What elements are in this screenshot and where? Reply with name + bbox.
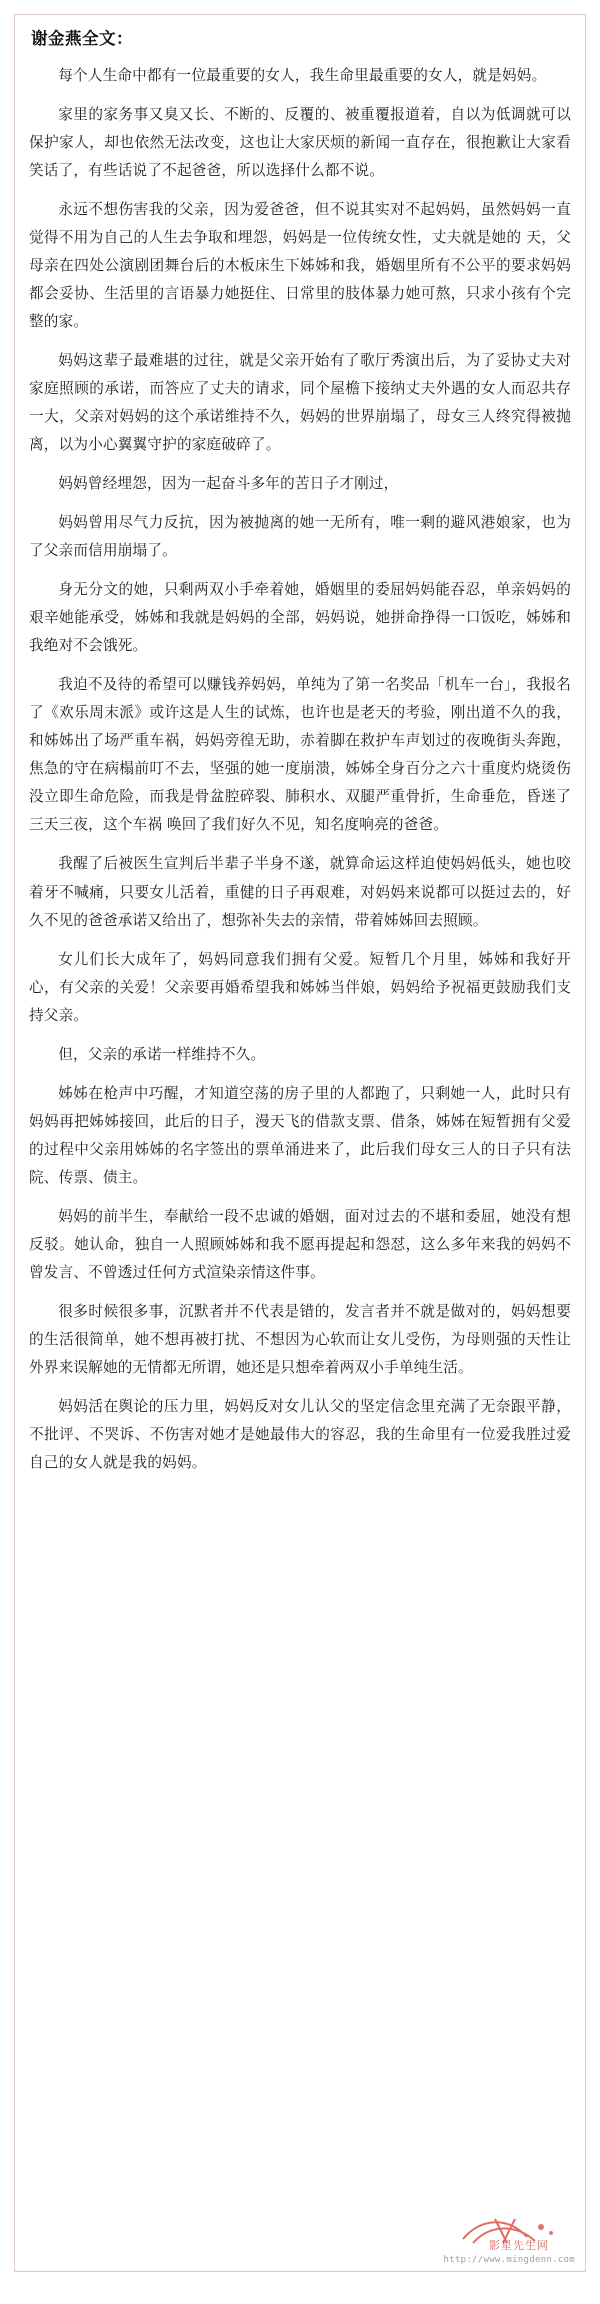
watermark — [443, 2211, 579, 2267]
paragraph: 女儿们长大成年了，妈妈同意我们拥有父爱。短暂几个月里，姊姊和我好开心，有父亲的关爱！父亲要再婚希望我和姊姊当伴娘，妈妈给予祝福更鼓励我们支持父亲。 — [29, 950, 571, 1024]
paragraph: 永远不想伤害我的父亲，因为爱爸爸，但不说其实对不起妈妈，虽然妈妈一直觉得不用为自己的人生去争取和埋怨，妈妈是一位传统女性，丈夫就是她的 天，父母亲在四处公演剧团舞台后的木板床生下姊姊和我，婚姻里所有不公平的要求妈妈都会妥协、生活里的言语暴力她挺住、日常里的肢体暴力她可熬，只求小孩有个完整的家。 — [29, 201, 571, 331]
watermark-url: http://www.mingdenn.com — [443, 2255, 575, 2265]
paragraph: 我迫不及待的希望可以赚钱养妈妈，单纯为了第一名奖品「机车一台」，我报名了《欢乐周末派》或许这是人生的试炼，也许也是老天的考验，刚出道不久的我，和姊姊出了场严重车祸，妈妈旁徨无助，赤着脚在救护车声划过的夜晚街头奔跑，焦急的守在病榻前叮不去，坚强的她一度崩溃，姊姊全身百分之六十重度灼烧烫伤没立即生命危险，而我是骨盆腔碎裂、肺积水、双腿严重骨折，生命垂危，昏迷了三天三夜，这个车祸 唤回了我们好久不见，知名度响亮的爸爸。 — [29, 676, 571, 834]
page-title: 谢金燕全文： — [31, 29, 133, 48]
paragraph: 妈妈这辈子最难堪的过往，就是父亲开始有了歌厅秀演出后，为了妥协丈夫对家庭照顾的承诺，而答应了丈夫的请求，同个屋檐下接纳丈夫外遇的女人而忍共存一大，父亲对妈妈的这个承诺维持不久，妈妈的世界崩塌了，母女三人终究得被抛离，以为小心翼翼守护的家庭破碎了。 — [29, 352, 571, 454]
paragraph: 很多时候很多事，沉默者并不代表是错的，发言者并不就是做对的，妈妈想要的生活很简单，她不想再被打扰、不想因为心软而让女儿受伤，为母则强的天性让外界来误解她的无情都无所谓，她还是只想牵着两双小手单纯生活。 — [29, 1302, 571, 1376]
paragraph: 家里的家务事又臭又长、不断的、反覆的、被重覆报道着，自以为低调就可以保护家人，却也依然无法改变，这也让大家厌烦的新闻一直存在，很抱歉让大家看笑话了，有些话说了不起爸爸，所以选择什么都不说。 — [29, 106, 571, 180]
watermark-brand: 影星先生网 — [489, 2239, 549, 2252]
paragraph: 妈妈曾经埋怨，因为一起奋斗多年的苦日子才刚过， — [58, 475, 399, 493]
paragraph: 但，父亲的承诺一样维持不久。 — [58, 1045, 266, 1063]
paragraph: 身无分文的她，只剩两双小手牵着她，婚姻里的委屈妈妈能吞忍，单亲妈妈的艰辛她能承受，姊姊和我就是妈妈的全部，妈妈说，她拼命挣得一口饭吃，姊姊和我绝对不会饿死。 — [29, 581, 571, 655]
paragraph: 妈妈曾用尽气力反抗，因为被抛离的她一无所有，唯一剩的避风港娘家，也为了父亲而信用崩塌了。 — [29, 514, 571, 560]
paragraph: 姊姊在枪声中巧醒，才知道空荡的房子里的人都跑了，只剩她一人，此时只有妈妈再把姊姊接回，此后的日子，漫天飞的借款支票、借条，姊姊在短暂拥有父爱的过程中父亲用姊姊的名字签出的票单涌进来了，此后我们母女三人的日子只有法院、传票、债主。 — [29, 1084, 571, 1186]
paragraph: 妈妈的前半生，奉献给一段不忠诚的婚姻，面对过去的不堪和委屈，她没有想反驳。她认命，独自一人照顾姊姊和我不愿再提起和怨怼，这么多年来我的妈妈不曾发言、不曾透过任何方式渲染亲情这件事。 — [29, 1207, 571, 1281]
paragraph: 妈妈活在舆论的压力里，妈妈反对女儿认父的坚定信念里充满了无奈跟平静，不批评、不哭诉、不伤害对她才是她最伟大的容忍，我的生命里有一位爱我胜过爱自己的女人就是我的妈妈。 — [29, 1397, 571, 1471]
paragraph: 每个人生命中都有一位最重要的女人，我生命里最重要的女人，就是妈妈。 — [58, 67, 547, 85]
watermark-logo-icon — [455, 2213, 573, 2247]
paragraph: 我醒了后被医生宣判后半辈子半身不遂，就算命运这样迫使妈妈低头，她也咬着牙不喊痛，只要女儿活着，重健的日子再艰难，对妈妈来说都可以挺过去的，好久不见的爸爸承诺又给出了，想弥补失去的亲情，带着姊姊回去照顾。 — [29, 855, 571, 929]
article-frame — [14, 14, 586, 2272]
